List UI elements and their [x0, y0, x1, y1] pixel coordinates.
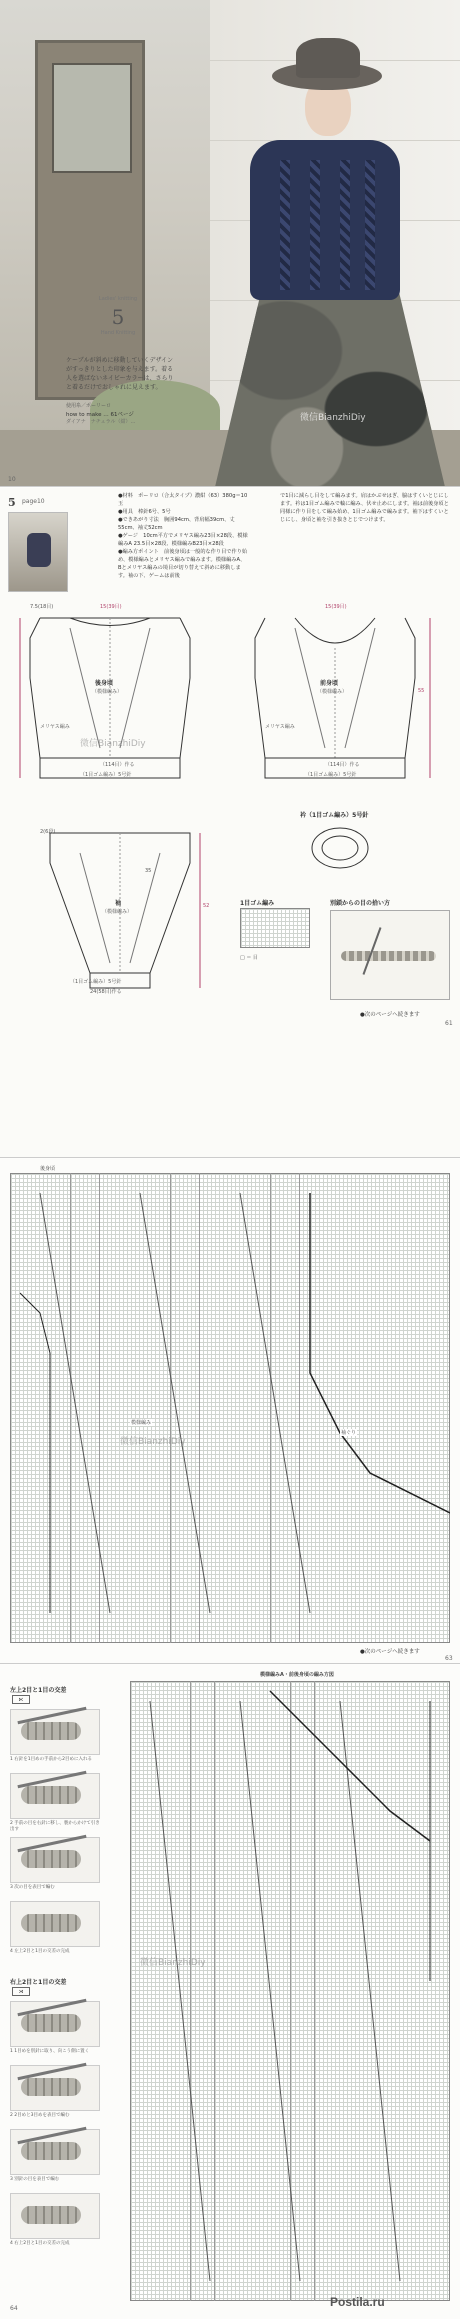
sleeve-sub: （模様編み） — [102, 909, 133, 915]
watermark: 微信BianzhiDiy — [300, 413, 366, 423]
instructions-page-ref: page10 — [22, 498, 45, 505]
instructions-page-number: 61 — [445, 1020, 453, 1027]
back-body-width: （114目）作る — [100, 762, 135, 768]
caption-how-to: how to make … 61ページ — [66, 412, 134, 418]
front-body-width: （114目）作る — [325, 762, 360, 768]
sleeve-hem: （1目ゴム編み）5号針 — [70, 979, 122, 985]
step-caption-6: 2 2目めと3目めを表目で編む — [10, 2113, 70, 2118]
instructions-page — [0, 488, 460, 1158]
sleeve-title: 袖 — [115, 900, 122, 907]
step-illustration-7 — [10, 2129, 100, 2175]
armhole-label: 袖ぐり — [341, 1430, 357, 1436]
chart1-pattern-label: 模様編み — [131, 1420, 152, 1426]
pattern-number: 5 — [111, 305, 125, 329]
step-caption-3: 3 次の目を表目で編む — [10, 1885, 55, 1890]
caption-yarn: 使用糸／ポーリーロ — [66, 403, 112, 409]
caption-subtitle: Hand Knitting — [100, 330, 136, 336]
step-caption-7: 3 別針の目を表目で編む — [10, 2177, 60, 2182]
sleeve-length: 52 — [203, 903, 210, 909]
caption-text: ケーブルが斜めに移動していくデザインがすっきりとした印象を与えます。着る人を選ばないネイビーカラーは、さらりと着るだけでおしゃれに見えます。 — [66, 357, 174, 391]
cross-symbol-right: ⋊ — [12, 1987, 30, 1996]
step-caption-1: 1 右針を1目めの手前から2目めに入れる — [10, 1757, 93, 1762]
caption-yarn-detail: ダイアナ ナチュラル（紺）… — [66, 419, 136, 425]
caption-category: Ladies' knitting — [98, 296, 138, 302]
body-length: 55 — [418, 688, 425, 694]
back-hem: （1目ゴム編み）5号針 — [80, 772, 132, 778]
instructions-col1: ●材料 ポーリロ（合太タイプ）濃紺（63）380g＝10玉 ●用具 棒針6号、5号 ●できあがり寸法 胸囲94cm、背肩幅39cm、丈55cm、袖丈52cm ●ゲージ 10cm平方でメリヤス編み23目×28段、模様編みA 23.5目×28段、模様編みB23目×28段 ●編み方ポイント 前後身頃は一般的な作り目で作り始め、模様編みとメリヤス編みで編みます。模様編みA、Bとメリヤス編みの境目が切り替えて斜めに移動します。袖の下、ゲームは前後 — [118, 493, 248, 579]
chart2-page-number: 64 — [10, 2305, 18, 2312]
page-number: 10 — [8, 476, 16, 483]
step-illustration-5 — [10, 2001, 100, 2047]
steps-title-left: 左上2目と1目の交差 — [10, 1687, 67, 1694]
step-illustration-6 — [10, 2065, 100, 2111]
step-caption-8: 4 右上2目と1目の交差の完成 — [10, 2241, 70, 2246]
front-body-sub: （模様編み） — [317, 689, 348, 695]
step-illustration-8 — [10, 2193, 100, 2239]
cast-on-title: 別鎖からの目の拾い方 — [330, 900, 391, 907]
back-body-title: 後身頃 — [95, 680, 114, 687]
back-metric: メリヤス編み — [40, 724, 70, 730]
chart2-lines — [130, 1681, 450, 2301]
chart1-continue-note: ●次のページへ続きます — [360, 1649, 420, 1655]
cast-on-illustration — [330, 910, 450, 1000]
chart2-title: 模様編みA・前後身頃の編み方図 — [260, 1672, 334, 1678]
hat-crown — [296, 38, 360, 78]
front-hem: （1目ゴム編み）5号針 — [305, 772, 357, 778]
sleeve-side-dim: 2(6段) — [40, 829, 56, 835]
back-body-chart-page — [0, 1159, 460, 1664]
front-dim-top: 15(39目) — [325, 604, 347, 610]
back-body-sub: （模様編み） — [92, 689, 123, 695]
back-dim-top: 15(39目) — [100, 604, 122, 610]
sleeve-center-dim: 35 — [145, 868, 152, 874]
chart1-title: 後身頃 — [40, 1166, 56, 1172]
collar-diagram — [300, 818, 380, 878]
continue-note: ●次のページへ続きます — [360, 1012, 420, 1018]
steps-title-right: 右上2目と1目の交差 — [10, 1979, 67, 1986]
sleeve-width: 24(58目)作る — [90, 989, 122, 995]
rib-legend: □ ＝ 目 — [240, 955, 258, 961]
wooden-door — [35, 40, 145, 400]
step-caption-5: 1 1目めを別針に取り、向こう側に置く — [10, 2049, 90, 2054]
cross-symbol-left: ⋉ — [12, 1695, 30, 1704]
back-body-schematic — [10, 598, 225, 798]
stitch-guide-page — [0, 1665, 460, 2319]
collar-title: 衿（1目ゴム編み）5号針 — [300, 812, 369, 819]
chart1-page-number: 63 — [445, 1655, 453, 1662]
rib-chart — [240, 908, 310, 948]
front-body-schematic — [235, 598, 450, 798]
rib-title: 1目ゴム編み — [240, 900, 275, 907]
chart2-watermark: 微信BianzhiDiy — [140, 1958, 206, 1968]
back-dim-side: 7.5(18目) — [30, 604, 54, 610]
step-illustration-1 — [10, 1709, 100, 1755]
front-metric: メリヤス編み — [265, 724, 295, 730]
chart1-watermark: 微信BianzhiDiy — [120, 1437, 186, 1447]
instructions-number: 5 — [8, 496, 16, 509]
instructions-col2: で1目に減らし目をして編みます。肩はかぶせはぎ、脇はすくいとじにします。衿は1目ゴム編みで輪に編み、伏せ止めにします。袖は前後身頃と同様に作り目をして編み始め、1目ゴム編みで編みます。袖下はすくいとじにし、身頃と袖を引き抜きとじでつけます。 — [280, 493, 449, 523]
step-illustration-3 — [10, 1837, 100, 1883]
step-caption-2: 2 手前の目を右針に移し、裏からかけて引き出す — [10, 1821, 100, 1832]
front-body-title: 前身頃 — [320, 680, 339, 687]
diagram-watermark: 微信BianzhiDiy — [80, 739, 146, 749]
step-illustration-4 — [10, 1901, 100, 1947]
navy-cable-sweater — [250, 140, 400, 300]
chart1-lines — [10, 1173, 450, 1643]
thumbnail-photo — [8, 512, 68, 592]
step-illustration-2 — [10, 1773, 100, 1819]
postila-logo: Postila.ru — [330, 2295, 385, 2309]
step-caption-4: 4 左上2目と1目の交差の完成 — [10, 1949, 70, 1954]
model-photo — [0, 0, 460, 487]
